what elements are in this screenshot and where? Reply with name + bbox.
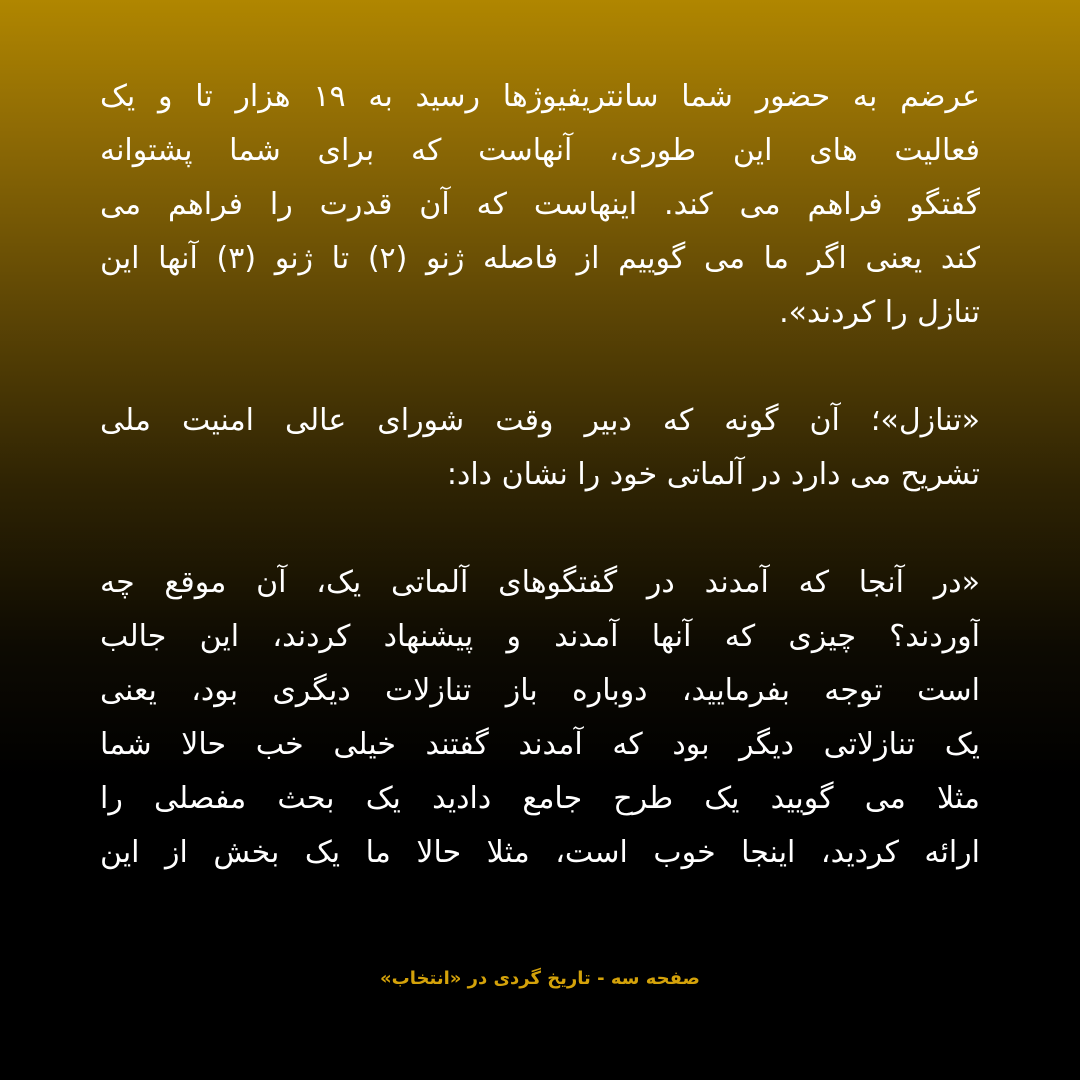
text-line: «در آنجا که آمدند در گفتگوهای آلماتی یک، آن موقع چه bbox=[100, 565, 980, 600]
text-line: کند یعنی اگر ما می گوییم از فاصله ژنو (۲) تا ژنو (۳) آنها این bbox=[100, 241, 980, 276]
text-line: مثلا می گویید یک طرح جامع دادید یک بحث مفصلی را bbox=[100, 781, 980, 816]
text-line: ارائه کردید، اینجا خوب است، مثلا حالا ما یک بخش از این bbox=[100, 835, 980, 870]
page-footer-caption: صفحه سه - تاریخ گردی در «انتخاب» bbox=[380, 968, 700, 989]
text-line: است توجه بفرمایید، دوباره باز تنازلات دیگری بود، یعنی bbox=[100, 673, 980, 708]
text-line: عرضم به حضور شما سانتریفیوژها رسید به ۱۹ هزار تا و یک bbox=[100, 79, 980, 114]
text-line: گفتگو فراهم می کند. اینهاست که آن قدرت را فراهم می bbox=[100, 187, 980, 222]
text-line: فعالیت های این طوری، آنهاست که برای شما پشتوانه bbox=[100, 133, 980, 168]
text-line: تشریح می دارد در آلماتی خود را نشان داد: bbox=[446, 457, 980, 492]
text-line: «تنازل»؛ آن گونه که دبیر وقت شورای عالی امنیت ملی bbox=[100, 403, 980, 438]
paragraph-3 bbox=[100, 556, 980, 880]
text-line: یک تنازلاتی دیگر بود که آمدند گفتند خیلی خب حالا شما bbox=[100, 727, 980, 762]
article-body bbox=[100, 70, 980, 934]
paragraph-2 bbox=[100, 394, 980, 502]
text-line: آوردند؟ چیزی که آنها آمدند و پیشنهاد کردند، این جالب bbox=[100, 619, 980, 654]
text-line: تنازل را کردند». bbox=[779, 295, 980, 330]
paragraph-1 bbox=[100, 70, 980, 340]
